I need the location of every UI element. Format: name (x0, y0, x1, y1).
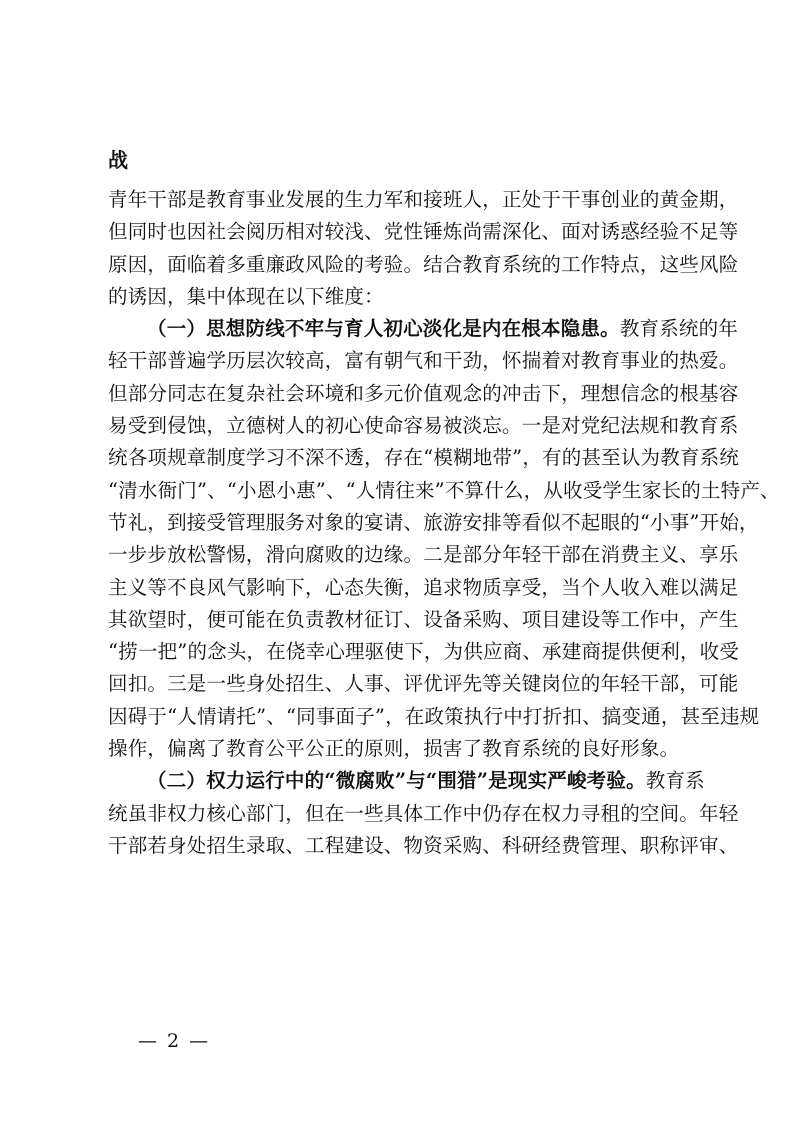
paragraph-one-line: 轻干部普遍学历层次较高，富有朝气和干劲，怀揣着对教育事业的热爱。 (108, 349, 739, 373)
paragraph-one-line: 主义等不良风气影响下，心态失衡，追求物质享受，当个人收入难以满足 (108, 575, 739, 599)
paragraph-one-line: 因碍于“人情请托”、“同事面子”，在政策执行中打折扣、搞变通，甚至违规 (108, 704, 760, 728)
paragraph-one-line: 统各项规章制度学习不深不透，存在“模糊地带”，有的甚至认为教育系统 (108, 446, 740, 470)
heading-fragment: 战 (108, 148, 128, 172)
paragraph-two-first-line (108, 765, 705, 797)
paragraph-two-lead: （二）权力运行中的“微腐败”与“围猎”是现实严峻考验。 (147, 769, 646, 793)
paragraph-intro-line: 的诱因，集中体现在以下维度： (108, 284, 384, 308)
paragraph-one-line: “捞一把”的念头，在侥幸心理驱使下，为供应商、承建商提供便利，收受 (108, 640, 740, 664)
paragraph-two-first-line-rest: 教育系 (645, 769, 705, 793)
paragraph-intro-line: 原因，面临着多重廉政风险的考验。结合教育系统的工作特点，这些风险 (108, 252, 739, 276)
paragraph-one-line: 一步步放松警惕，滑向腐败的边缘。二是部分年轻干部在消费主义、享乐 (108, 543, 739, 567)
paragraph-one-first-line (108, 313, 739, 345)
paragraph-two-line: 统虽非权力核心部门，但在一些具体工作中仍存在权力寻租的空间。年轻 (108, 801, 739, 825)
paragraph-one-first-line-rest: 教育系统的年 (619, 317, 739, 341)
paragraph-one-line: 节礼，到接受管理服务对象的宴请、旅游安排等看似不起眼的“小事”开始， (108, 510, 759, 534)
paragraph-two-line: 干部若身处招生录取、工程建设、物资采购、科研经费管理、职称评审、 (108, 833, 739, 857)
paragraph-one-line: 操作，偏离了教育公平公正的原则，损害了教育系统的良好形象。 (108, 737, 680, 761)
paragraph-intro-line: 青年干部是教育事业发展的生力军和接班人，正处于干事创业的黄金期， (108, 188, 739, 211)
body-text (108, 184, 780, 862)
paragraph-one-line: 易受到侵蚀，立德树人的初心使命容易被淡忘。一是对党纪法规和教育系 (108, 414, 739, 438)
page-number: — 2 — (138, 1030, 211, 1052)
paragraph-intro-line: 但同时也因社会阅历相对较浅、党性锤炼尚需深化、面对诱惑经验不足等 (108, 220, 739, 244)
paragraph-one-line: 其欲望时，便可能在负责教材征订、设备采购、项目建设等工作中，产生 (108, 607, 739, 631)
paragraph-one-lead: （一）思想防线不牢与育人初心淡化是内在根本隐患。 (147, 317, 620, 341)
paragraph-one-line: “清水衙门”、“小恩小惠”、“人情往来”不算什么，从收受学生家长的土特产、 (108, 478, 780, 502)
paragraph-one-line: 回扣。三是一些身处招生、人事、评优评先等关键岗位的年轻干部，可能 (108, 672, 739, 696)
paragraph-one-line: 但部分同志在复杂社会环境和多元价值观念的冲击下，理想信念的根基容 (108, 381, 739, 405)
